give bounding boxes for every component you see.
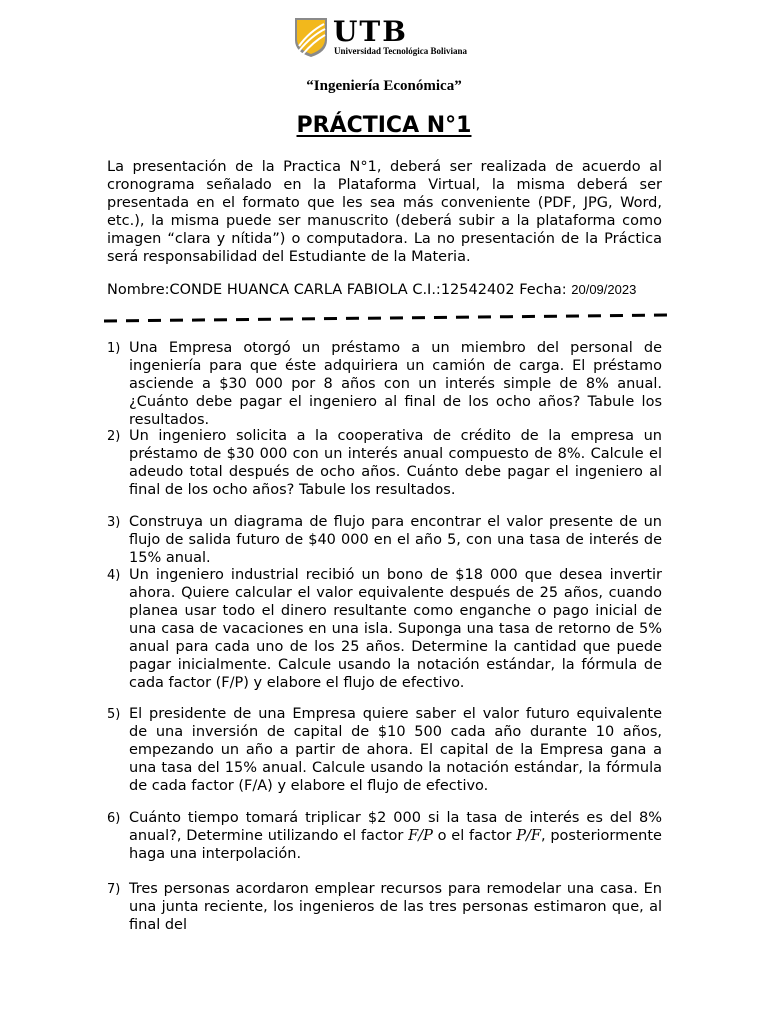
factor-fp: F/P: [408, 828, 433, 844]
question-number: 7): [107, 882, 121, 897]
question-text-part: Cuánto tiempo tomará triplicar $2 000 si la tasa de interés es del 8% anual?, Determine utilizando el factor: [129, 810, 662, 844]
page-title-text: PRÁCTICA N°1: [296, 113, 472, 138]
question-7: [107, 880, 662, 934]
university-name: Universidad Tecnológica Boliviana: [334, 46, 468, 56]
intro-paragraph: La presentación de la Practica N°1, deberá ser realizada de acuerdo al cronograma señalado en la Plataforma Virtual, la misma deberá ser presentada en el formato que les sea más conveniente (PDF, JPG, Word, etc.), la misma puede ser manuscrito (deberá subir a la plataforma como imagen “clara y nítida”) o computadora. La no presentación de la Práctica será responsabilidad del Estudiante de la Materia.: [107, 159, 662, 265]
question-5: [107, 705, 662, 795]
question-6: [107, 809, 662, 863]
factor-pf: P/F: [516, 828, 541, 844]
logo-text: UTB: [333, 15, 408, 48]
utb-logo: [293, 16, 475, 60]
question-text-part: , posteriormente haga una interpolación.: [129, 828, 662, 862]
student-info: [107, 281, 667, 299]
course-name: “Ingeniería Económica”: [306, 78, 462, 94]
question-number: 3): [107, 515, 121, 530]
question-text: [129, 809, 662, 863]
question-text: El presidente de una Empresa quiere saber el valor futuro equivalente de una inversión de capital de $10 500 cada año durante 10 años, empezando un año a partir de ahora. El capital de la Empresa gana a una tasa del 15% anual. Calcule usando la notación estándar, la fórmula de cada factor (F/A) y elabore el flujo de efectivo.: [129, 706, 662, 794]
utb-shield-icon: [293, 16, 329, 58]
question-number: 6): [107, 811, 121, 826]
student-date: 20/09/2023: [571, 282, 637, 297]
page-title: [0, 113, 768, 138]
question-number: 4): [107, 568, 121, 583]
question-1: [107, 339, 662, 429]
question-number: 2): [107, 429, 121, 444]
question-number: 1): [107, 341, 121, 356]
question-number: 5): [107, 707, 121, 722]
question-text: Tres personas acordaron emplear recursos para remodelar una casa. En una junta reciente, los ingenieros de las tres personas estimaron que, al final del: [129, 881, 662, 933]
question-3: [107, 513, 662, 567]
question-text: Un ingeniero solicita a la cooperativa de crédito de la empresa un préstamo de $30 000 con un interés anual compuesto de 8%. Calcule el adeudo total después de ocho años. Cuánto debe pagar el ingeniero al final de los ocho años? Tabule los resultados.: [129, 428, 662, 498]
student-line: Nombre:CONDE HUANCA CARLA FABIOLA C.I.:12542402 Fecha:: [107, 282, 567, 298]
question-text-part: o el factor: [432, 828, 517, 844]
question-text: Construya un diagrama de flujo para encontrar el valor presente de un flujo de salida futuro de $40 000 en el año 5, con una tasa de interés de 15% anual.: [129, 514, 662, 566]
dashed-divider: [104, 305, 670, 325]
question-4: [107, 566, 662, 692]
question-text: Una Empresa otorgó un préstamo a un miembro del personal de ingeniería para que éste adquiriera un camión de carga. El préstamo asciende a $30 000 por 8 años con un interés simple de 8% anual. ¿Cuánto debe pagar el ingeniero al final de los ocho años? Tabule los resultados.: [129, 340, 662, 428]
question-2: [107, 427, 662, 499]
question-text: Un ingeniero industrial recibió un bono de $18 000 que desea invertir ahora. Quiere calcular el valor equivalente después de 25 años, cuando planea usar todo el dinero resultante como enganche o pago inicial de una casa de vacaciones en una isla. Suponga una tasa de retorno de 5% anual para cada uno de los 25 años. Determine la cantidad que puede pagar inicialmente. Calcule usando la notación estándar, la fórmula de cada factor (F/P) y elabore el flujo de efectivo.: [129, 567, 662, 691]
